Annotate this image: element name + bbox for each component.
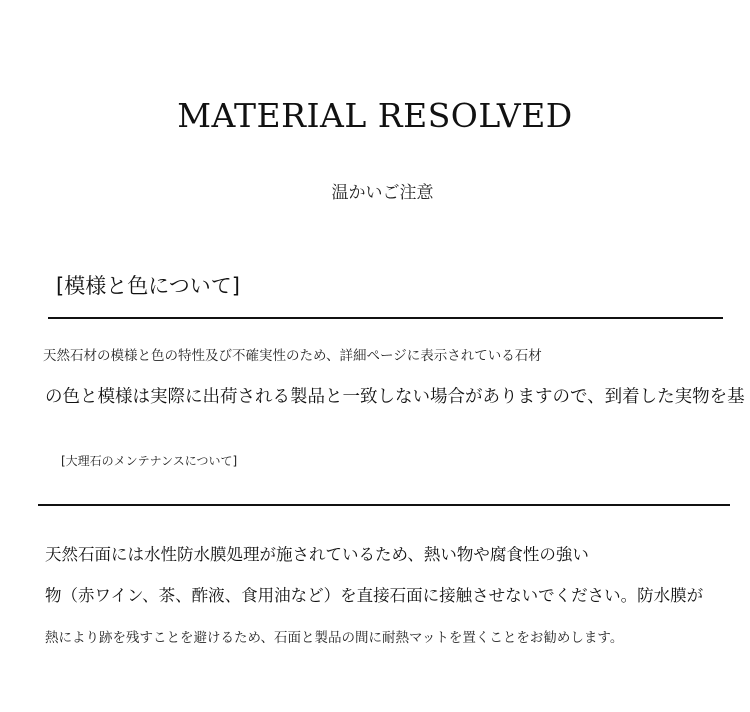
- divider: [48, 317, 723, 319]
- page-title: MATERIAL RESOLVED: [177, 96, 573, 135]
- pattern-note-line-1: 天然石材の模様と色の特性及び不確実性のため、詳細ページに表示されている石材: [43, 348, 542, 364]
- section-heading-maintenance: [大理石のメンテナンスについて]: [61, 454, 238, 468]
- divider: [38, 504, 730, 506]
- maintenance-note-line-2: 物（赤ワイン、茶、酢液、食用油など）を直接石面に接触させないでください。防水膜が: [45, 586, 704, 605]
- page-subtitle: 温かいご注意: [331, 183, 434, 203]
- maintenance-note-line-3: 熱により跡を残すことを避けるため、石面と製品の間に耐熱マットを置くことをお勧めします。: [45, 630, 624, 646]
- maintenance-note-line-1: 天然石面には水性防水膜処理が施されているため、熱い物や腐食性の強い: [45, 545, 589, 564]
- pattern-note-line-2: の色と模様は実際に出荷される製品と一致しない場合がありますので、到着した実物を基: [45, 387, 745, 407]
- section-heading-pattern-color: [模様と色について]: [56, 274, 240, 298]
